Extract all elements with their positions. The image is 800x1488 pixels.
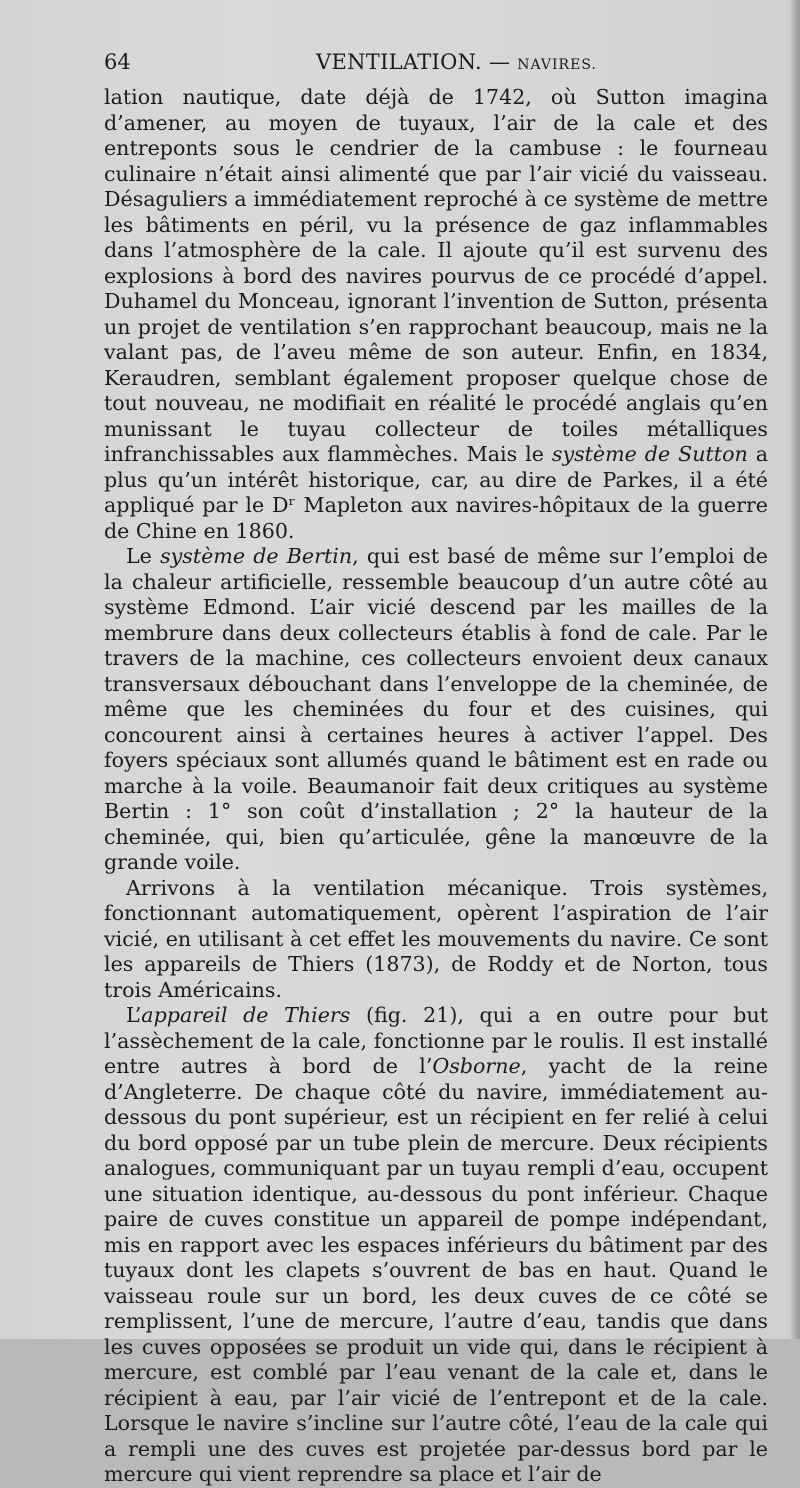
paragraph-p3 <box>104 876 768 1004</box>
text-run: Arrivons à la ventilation mécanique. Trois systèmes, fonctionnant automatiquement, opèrent l’aspiration de l’air vicié, en utilisant à cet effet les mouvements du navire. Ce sont les appareils de Thiers (1873), de Roddy et de Norton, tous trois Américains. <box>104 875 768 1002</box>
body-text <box>104 85 768 1488</box>
text-run: lation nautique, date déjà de 1742, où Sutton imagina d’amener, au moyen de tuyaux, l’air de la cale et des entreponts sous le cendrier de la cambuse : le fourneau culinaire n’était ainsi alimenté que par l’air vicié du vaisseau. Désaguliers a immédiatement reproché à ce système de mettre les bâtiments en péril, vu la présence de gaz inflammables dans l’atmosphère de la cale. Il ajoute qu’il est survenu des explosions à bord des navires pourvus de ce procédé d’appel. Duhamel du Monceau, ignorant l’invention de Sutton, présenta un projet de ventilation s’en rapprochant beaucoup, mais ne la valant pas, de l’aveu même de son auteur. Enfin, en 1834, Keraudren, semblant également proposer quelque chose de tout nouveau, ne modifiait en réalité le procédé anglais qu’en munissant le tuyau collecteur de toiles métalliques infranchissables aux flammèches. Mais le <box>104 85 768 466</box>
text-run: a plus qu’un intérêt historique, car, au dire de Parkes, il a été appliqué par le Dʳ Mapleton aux navires-hôpitaux de la guerre de Chine en 1860. <box>104 442 768 543</box>
page-number: 64 <box>104 50 131 74</box>
running-title-main: VENTILATION. <box>316 50 482 74</box>
running-title-subtitle: NAVIRES. <box>517 57 597 73</box>
running-header <box>104 47 764 77</box>
text-run: , yacht de la reine d’Angleterre. De chaque côté du navire, immédiatement au-dessous du pont supérieur, est un récipient en fer relié à celui du bord opposé par un tube plein de mercure. Deux récipients analogues, communiquant par un tuyau rempli d’eau, occupent une situation identique, au-dessous du pont inférieur. Chaque paire de cuves constitue un appareil de pompe indépendant, mis en rapport avec les espaces inférieurs du bâtiment par des tuyaux dont les clapets s’ouvrent de bas en haut. Quand le vaisseau roule sur un bord, les deux cuves de ce côté se remplissent, l’une de mercure, l’autre d’eau, tandis que dans les cuves opposées se produit un vide qui, dans le récipient à mercure, est comblé par l’eau venant de la cale et, dans le récipient à eau, par l’air vicié de l’entrepont et de la cale. Lorsque le navire s’incline sur l’autre côté, l’eau de la cale qui a rempli une des cuves est projetée par-dessus bord par le mercure qui vient reprendre sa place et l’air de <box>104 1054 768 1486</box>
running-title <box>316 47 597 80</box>
paragraph-p4 <box>104 1003 768 1488</box>
paragraph-p1 <box>104 85 768 544</box>
paragraph-p2 <box>104 544 768 876</box>
page-edge-shadow <box>790 0 800 1339</box>
text-run: (fig. 21), qui a en outre pour but l’assèchement de la cale, fonctionne par le roulis. Il est installé entre autres à bord de l’ <box>104 1003 768 1078</box>
text-run: L’ <box>126 1003 142 1027</box>
italic-term: système de Bertin <box>160 544 353 568</box>
text-run: Le <box>126 544 161 568</box>
text-run: , qui est basé de même sur l’emploi de la chaleur artificielle, ressemble beaucoup d’un autre côté au système Edmond. L’air vicié descend par les mailles de la membrure dans deux collecteurs établis à fond de cale. Par le travers de la machine, ces collecteurs envoient deux canaux transversaux débouchant dans l’enveloppe de la cheminée, de même que les cheminées du four et des cuisines, qui concourent ainsi à certaines heures à activer l’appel. Des foyers spéciaux sont allumés quand le bâtiment est en rade ou marche à la voile. Beaumanoir fait deux critiques au système Bertin : 1° son coût d’installation ; 2° la hauteur de la cheminée, qui, bien qu’articulée, gêne la manœuvre de la grande voile. <box>104 544 768 874</box>
running-title-dash: — <box>488 50 511 74</box>
italic-term: Osborne <box>432 1054 521 1078</box>
italic-term: système de Sutton <box>551 442 748 466</box>
italic-term: appareil de Thiers <box>141 1003 351 1027</box>
